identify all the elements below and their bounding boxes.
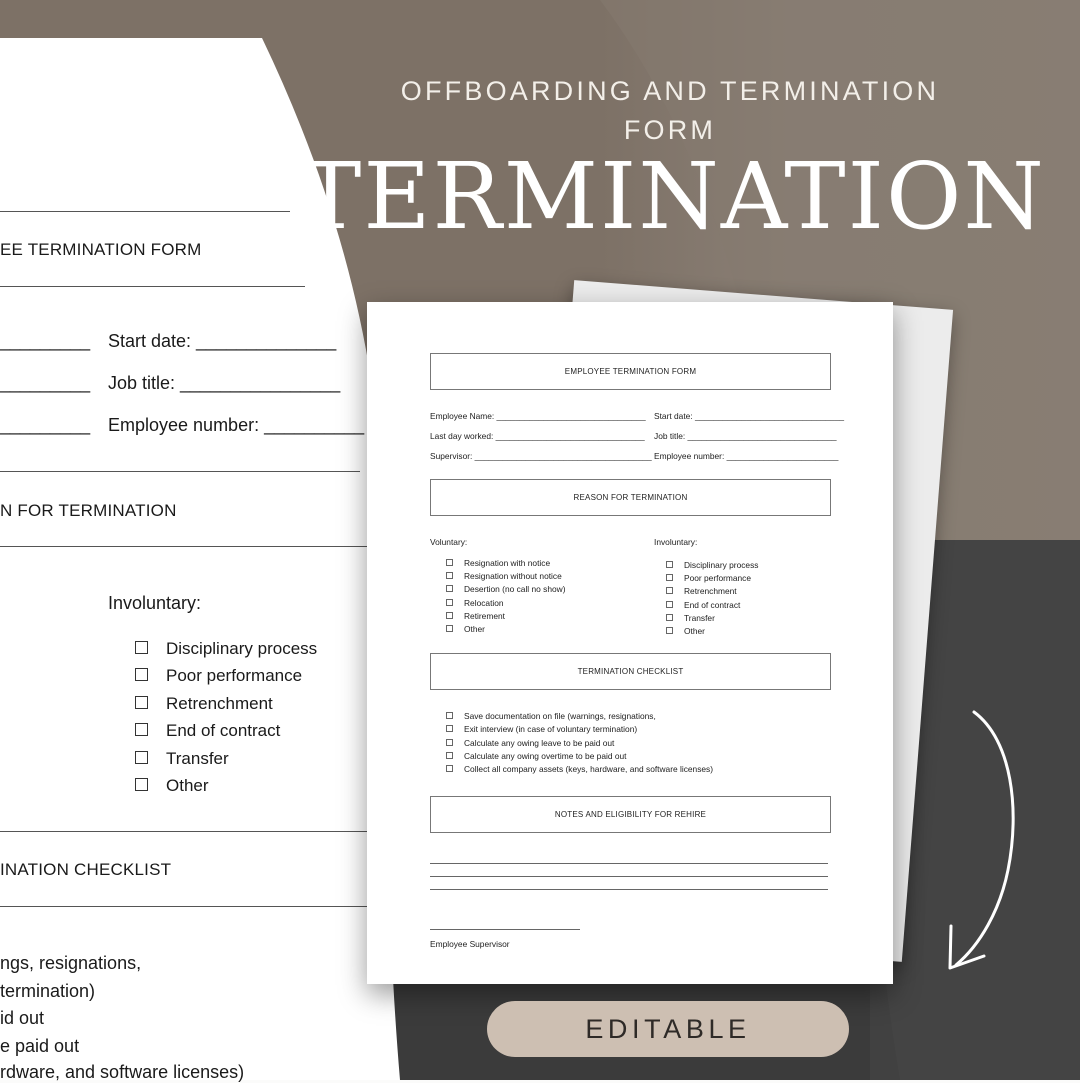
big-form-title: EE TERMINATION FORM <box>0 240 202 259</box>
doc-checklist-item: Save documentation on file (warnings, resignations, <box>446 711 656 721</box>
big-reason-heading: N FOR TERMINATION <box>0 501 177 520</box>
checkbox-icon <box>666 614 673 621</box>
checkbox-icon <box>446 765 453 772</box>
doc-signature-label: Employee Supervisor <box>430 939 510 949</box>
doc-employee-number-field: Employee number: ________________________ <box>654 451 839 461</box>
checkbox-icon <box>666 561 673 568</box>
doc-notes-line <box>430 863 828 864</box>
doc-checklist-box: TERMINATION CHECKLIST <box>430 653 831 690</box>
main-title: TERMINATION <box>300 143 1046 250</box>
doc-employee-name-field: Employee Name: ________________________________ <box>430 411 646 421</box>
big-checkbox-item: Disciplinary process <box>135 639 317 659</box>
doc-voluntary-item: Other <box>446 624 485 634</box>
big-checkbox-item: Poor performance <box>135 666 302 686</box>
doc-job-title-field: Job title: ________________________________ <box>654 431 837 441</box>
doc-involuntary-item: Poor performance <box>666 573 751 583</box>
doc-voluntary-item: Resignation without notice <box>446 571 562 581</box>
checkbox-icon <box>666 601 673 608</box>
checkbox-icon <box>666 574 673 581</box>
doc-start-date-field: Start date: ________________________________ <box>654 411 845 421</box>
checkbox-icon <box>135 751 148 764</box>
checkbox-icon <box>135 668 148 681</box>
doc-involuntary-item: Disciplinary process <box>666 560 758 570</box>
doc-signature-line <box>430 929 580 930</box>
checkbox-icon <box>135 778 148 791</box>
big-checkbox-item: Transfer <box>135 749 229 769</box>
doc-reason-box: REASON FOR TERMINATION <box>430 479 831 516</box>
checkbox-icon <box>135 696 148 709</box>
checkbox-icon <box>446 585 453 592</box>
doc-involuntary-item: Retrenchment <box>666 586 737 596</box>
big-checklist-item: ngs, resignations, <box>0 953 142 973</box>
checkbox-icon <box>446 612 453 619</box>
big-checklist-item: termination) <box>0 981 96 1001</box>
big-checklist-item: rdware, and software licenses) <box>0 1062 245 1082</box>
big-start-date: Start date: ______________ <box>108 331 337 351</box>
checkbox-icon <box>446 599 453 606</box>
checkbox-icon <box>666 587 673 594</box>
doc-involuntary-item: Transfer <box>666 613 715 623</box>
curved-arrow-icon <box>930 700 1040 980</box>
doc-notes-line <box>430 876 828 877</box>
doc-checklist-item: Calculate any owing overtime to be paid out <box>446 751 626 761</box>
checkbox-icon <box>446 559 453 566</box>
doc-checklist-item: Calculate any owing leave to be paid out <box>446 738 614 748</box>
doc-checklist-item: Exit interview (in case of voluntary termination) <box>446 724 637 734</box>
big-checkbox-item: Retrenchment <box>135 694 273 714</box>
doc-involuntary-item: Other <box>666 626 705 636</box>
doc-title-box: EMPLOYEE TERMINATION FORM <box>430 353 831 390</box>
checkbox-icon <box>135 723 148 736</box>
doc-involuntary-item: End of contract <box>666 600 740 610</box>
checkbox-icon <box>135 641 148 654</box>
editable-badge: EDITABLE <box>487 1001 849 1057</box>
doc-voluntary-item: Retirement <box>446 611 505 621</box>
big-checklist-item: e paid out <box>0 1036 80 1056</box>
doc-voluntary-item: Desertion (no call no show) <box>446 584 565 594</box>
big-line-left-1: _________ <box>0 331 91 351</box>
subtitle: OFFBOARDING AND TERMINATION FORM <box>400 76 940 145</box>
doc-last-day-field: Last day worked: ________________________________ <box>430 431 645 441</box>
big-checkbox-item: Other <box>135 776 209 796</box>
big-employee-number: Employee number: __________ <box>108 415 365 435</box>
doc-supervisor-field: Supervisor: ______________________________________ <box>430 451 652 461</box>
big-line-left-2: _________ <box>0 373 91 393</box>
big-line-left-3: _________ <box>0 415 91 435</box>
big-job-title: Job title: ________________ <box>108 373 341 393</box>
big-checkbox-item: End of contract <box>135 721 280 741</box>
checkbox-icon <box>446 739 453 746</box>
checkbox-icon <box>666 627 673 634</box>
checkbox-icon <box>446 725 453 732</box>
checkbox-icon <box>446 572 453 579</box>
doc-notes-line <box>430 889 828 890</box>
checkbox-icon <box>446 712 453 719</box>
big-involuntary-label: Involuntary: <box>108 593 202 613</box>
big-checklist-heading: INATION CHECKLIST <box>0 860 172 879</box>
doc-voluntary-item: Resignation with notice <box>446 558 550 568</box>
doc-notes-box: NOTES AND ELIGIBILITY FOR REHIRE <box>430 796 831 833</box>
document-preview <box>367 302 893 984</box>
doc-voluntary-item: Relocation <box>446 598 504 608</box>
checkbox-icon <box>446 625 453 632</box>
doc-voluntary-label: Voluntary: <box>430 537 468 547</box>
big-checklist-item: id out <box>0 1008 45 1028</box>
doc-involuntary-label: Involuntary: <box>654 537 698 547</box>
checkbox-icon <box>446 752 453 759</box>
doc-checklist-item: Collect all company assets (keys, hardware, and software licenses) <box>446 764 713 774</box>
